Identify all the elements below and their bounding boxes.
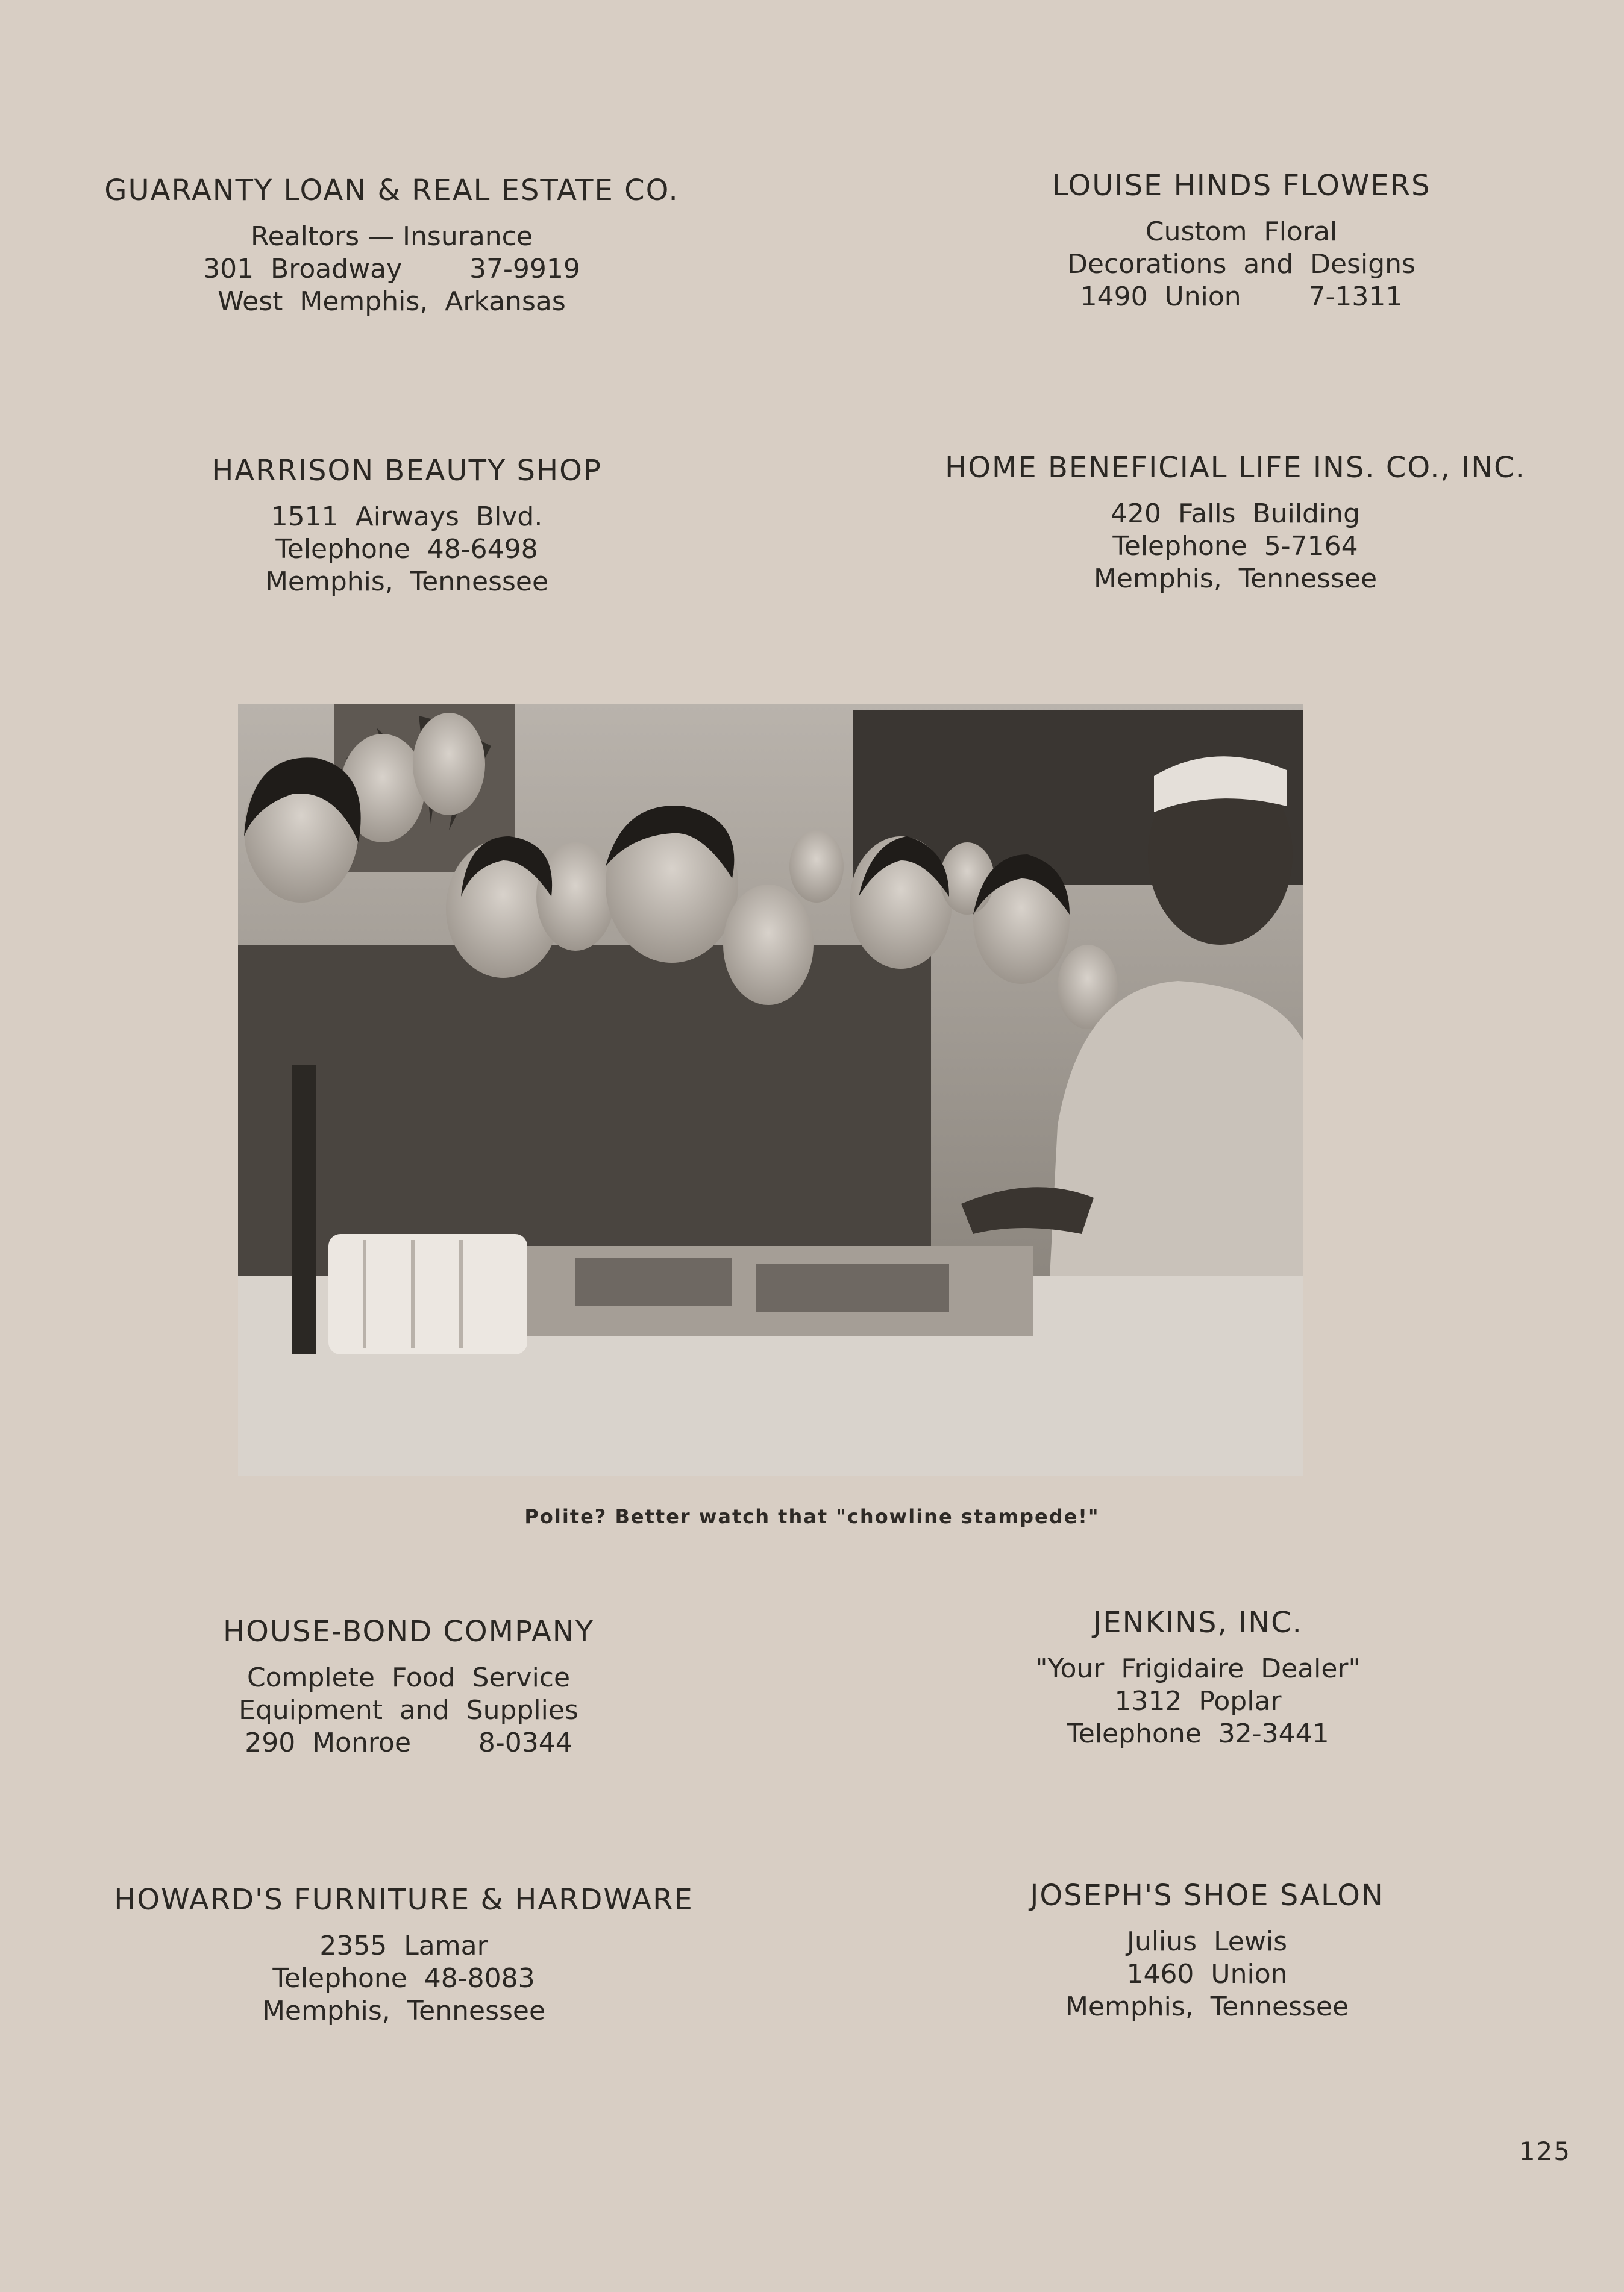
ad-howards-furniture	[102, 1883, 705, 2027]
ad-guaranty-loan	[90, 174, 693, 318]
ad-line: 2355 Lamar	[319, 1930, 488, 1961]
page-number: 125	[1519, 2137, 1571, 2166]
ad-line: Telephone 48-6498	[275, 533, 538, 565]
ad-line: Memphis, Tennessee	[265, 566, 549, 597]
ad-line: Memphis, Tennessee	[1093, 563, 1378, 594]
ad-line: Memphis, Tennessee	[262, 1995, 546, 2026]
ad-line: Realtors — Insurance	[251, 221, 533, 252]
ad-line: Custom Floral	[1145, 216, 1338, 247]
ad-name: HOWARD'S FURNITURE & HARDWARE	[114, 1883, 694, 1917]
ad-line: 1511 Airways Blvd.	[271, 501, 543, 532]
ad-josephs-shoe-salon	[906, 1879, 1508, 2023]
ad-line: Equipment and Supplies	[239, 1694, 578, 1726]
ad-name: GUARANTY LOAN & REAL ESTATE CO.	[104, 174, 679, 207]
ad-name: HOUSE-BOND COMPANY	[222, 1615, 595, 1649]
ad-jenkins-inc	[897, 1606, 1499, 1750]
ad-line: Telephone 5-7164	[1112, 530, 1358, 562]
ad-house-bond-company	[107, 1615, 710, 1759]
ad-harrison-beauty-shop	[105, 454, 708, 598]
cafeteria-photo-illustration	[238, 704, 1303, 1476]
ad-line: 1460 Union	[1126, 1958, 1288, 1990]
ad-name: JOSEPH'S SHOE SALON	[1030, 1879, 1384, 1912]
ad-line: "Your Frigidaire Dealer"	[1035, 1653, 1361, 1684]
ad-name: JENKINS, INC.	[1093, 1606, 1303, 1639]
ad-line: 1312 Poplar	[1114, 1685, 1282, 1717]
ad-name: HARRISON BEAUTY SHOP	[212, 454, 602, 487]
ad-louise-hinds-flowers	[940, 169, 1543, 313]
ad-line: 1490 Union 7-1311	[1080, 281, 1403, 312]
ad-line: Complete Food Service	[246, 1662, 571, 1693]
ad-line: 290 Monroe 8-0344	[245, 1727, 572, 1758]
ad-line: 420 Falls Building	[1110, 498, 1361, 529]
ad-line: Telephone 48-8083	[272, 1962, 535, 1994]
ad-line: West Memphis, Arkansas	[218, 286, 566, 317]
photo-caption: Polite? Better watch that "chowline stampede!"	[524, 1505, 1100, 1528]
ad-line: Decorations and Designs	[1067, 248, 1416, 280]
ad-name: HOME BENEFICIAL LIFE INS. CO., INC.	[945, 451, 1526, 484]
ad-line: Memphis, Tennessee	[1065, 1991, 1349, 2022]
ad-home-beneficial-life	[916, 451, 1555, 595]
cafeteria-photo	[238, 704, 1303, 1476]
ad-name: LOUISE HINDS FLOWERS	[1052, 169, 1431, 202]
ad-line: 301 Broadway 37-9919	[203, 253, 580, 284]
ad-line: Telephone 32-3441	[1067, 1718, 1329, 1749]
ad-line: Julius Lewis	[1126, 1926, 1288, 1957]
